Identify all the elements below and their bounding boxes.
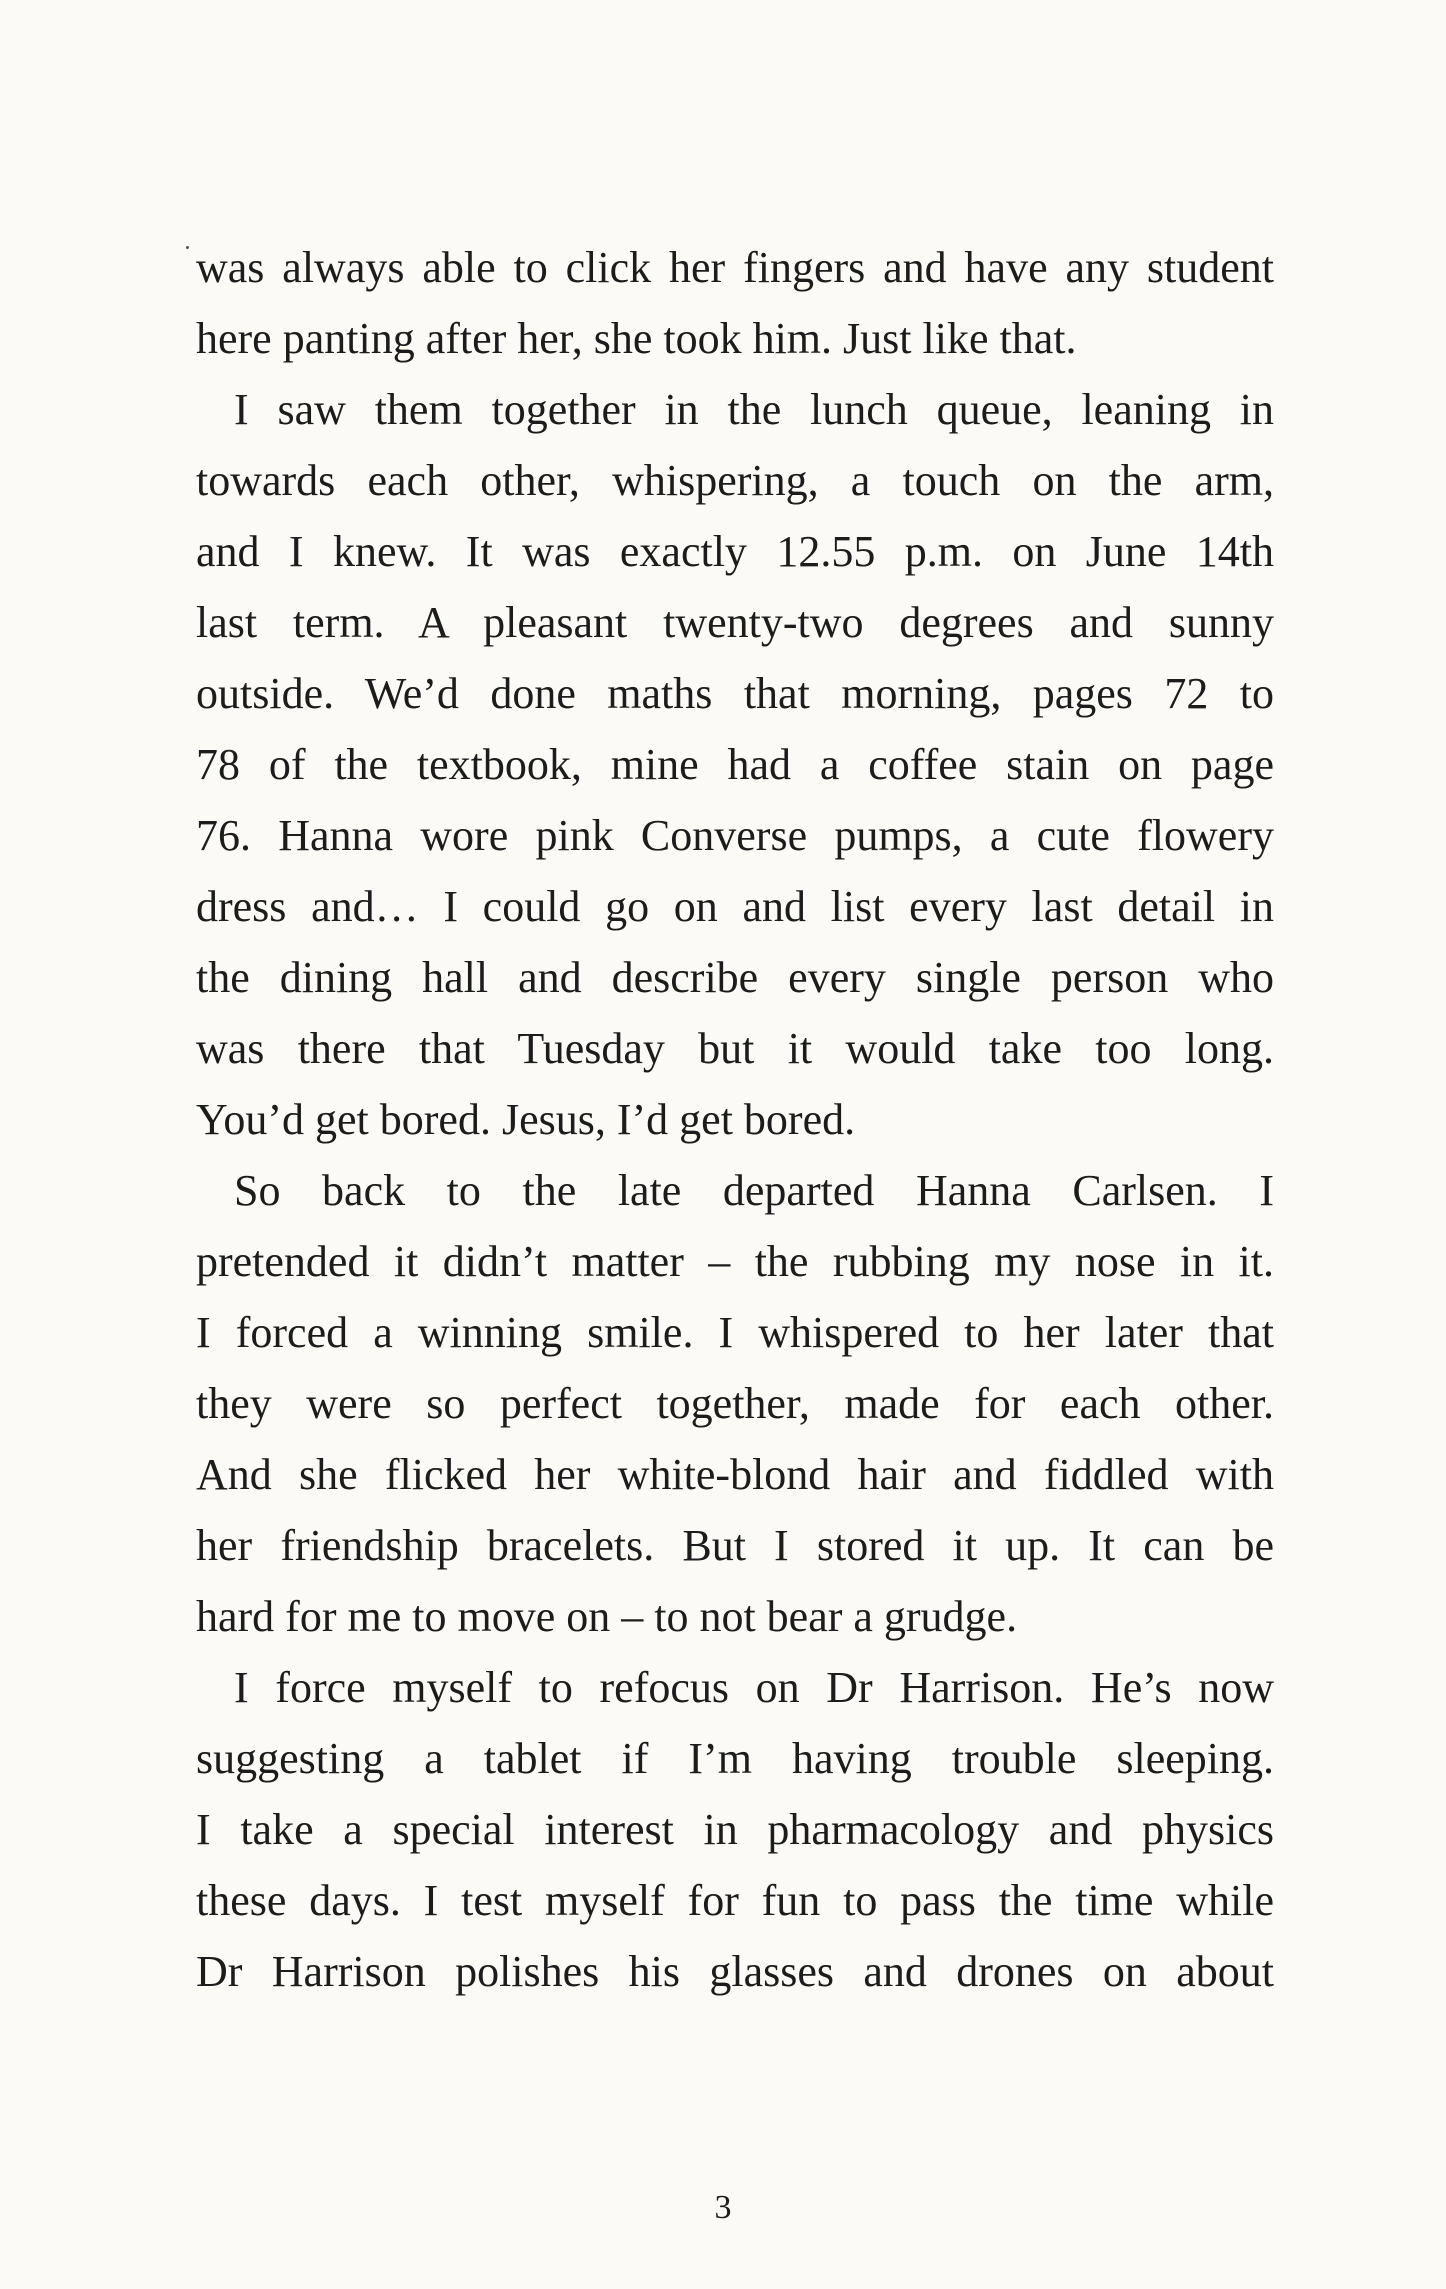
paper-speck <box>186 246 189 249</box>
text-line: suggesting a tablet if I’m having trouble sleeping. <box>196 1734 1274 1783</box>
text-line: was always able to click her fingers and have any student <box>196 243 1274 292</box>
text-line: And she flicked her white-blond hair and fiddled with <box>196 1450 1274 1499</box>
text-line: her friendship bracelets. But I stored it up. It can be <box>196 1521 1274 1570</box>
text-line: I forced a winning smile. I whispered to her later that <box>196 1308 1274 1357</box>
text-line: So back to the late departed Hanna Carlsen. I <box>234 1166 1274 1215</box>
text-line: pretended it didn’t matter – the rubbing my nose in it. <box>196 1237 1274 1286</box>
text-line: I saw them together in the lunch queue, leaning in <box>234 385 1274 434</box>
text-line: was there that Tuesday but it would take too long. <box>196 1024 1274 1073</box>
text-line: here panting after her, she took him. Just like that. <box>196 314 1077 363</box>
text-line: I force myself to refocus on Dr Harrison. He’s now <box>234 1663 1274 1712</box>
text-line: Dr Harrison polishes his glasses and drones on about <box>196 1947 1274 1996</box>
text-line: and I knew. It was exactly 12.55 p.m. on June 14th <box>196 527 1274 576</box>
text-line: I take a special interest in pharmacology and physics <box>196 1805 1274 1854</box>
text-line: these days. I test myself for fun to pass the time while <box>196 1876 1274 1925</box>
text-line: they were so perfect together, made for each other. <box>196 1379 1274 1428</box>
text-line: You’d get bored. Jesus, I’d get bored. <box>196 1095 856 1144</box>
text-line: 76. Hanna wore pink Converse pumps, a cute flowery <box>196 811 1274 860</box>
text-line: outside. We’d done maths that morning, pages 72 to <box>196 669 1274 718</box>
body-text <box>196 232 1274 2007</box>
text-line: the dining hall and describe every single person who <box>196 953 1274 1002</box>
text-line: towards each other, whispering, a touch on the arm, <box>196 456 1274 505</box>
page-number: 3 <box>714 2189 732 2226</box>
text-line: 78 of the textbook, mine had a coffee stain on page <box>196 740 1274 789</box>
text-line: dress and… I could go on and list every last detail in <box>196 882 1274 931</box>
text-line: hard for me to move on – to not bear a grudge. <box>196 1592 1018 1641</box>
text-line: last term. A pleasant twenty-two degrees and sunny <box>196 598 1274 647</box>
